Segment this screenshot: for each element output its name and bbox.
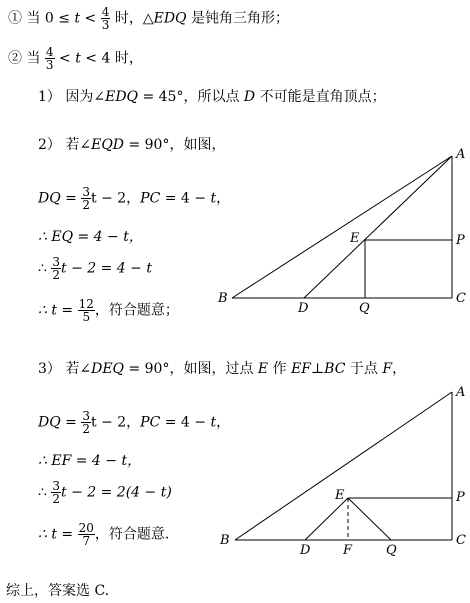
fraction: $\frac{3}{2}$ [82, 185, 90, 212]
label-c: C [456, 533, 466, 548]
segment-eq [348, 498, 391, 540]
fraction: $\frac{20}{7}$ [78, 521, 94, 548]
sub-2-line-1: DQ = $\frac{3}{2}$ t − 2，PC = 4 − t， [38, 185, 231, 212]
conclusion: 综上，答案选 C. [6, 583, 110, 599]
sub-3-title: 3） 若∠DEQ = 90°，如图，过点 E 作 EF⊥BC 于点 F， [38, 361, 407, 377]
fraction: $\frac{3}{2}$ [52, 255, 60, 282]
sub-3-line-4: ∴ t = $\frac{20}{7}$ ，符合题意. [38, 521, 170, 548]
fraction: $\frac{4}{3}$ [45, 45, 54, 72]
label-e: E [335, 488, 345, 503]
label-b: B [220, 533, 230, 548]
sub-3-line-3: ∴ $\frac{3}{2}$ t − 2 = 2(4 − t) [38, 479, 172, 506]
sub-3-line-2: ∴ EF = 4 − t， [38, 453, 142, 469]
fraction: $\frac{3}{2}$ [82, 409, 90, 436]
label-f: F [343, 543, 353, 558]
label-q: Q [386, 543, 397, 558]
segment-de [305, 498, 348, 540]
label-c: C [456, 291, 466, 306]
label-a: A [456, 147, 466, 162]
label-a: A [456, 385, 466, 400]
label-d: D [298, 301, 309, 316]
case-1-line: ① 当 0 ≤ t < $\frac{4}{3}$ 时，△EDQ 是钝角三角形； [8, 5, 289, 32]
sub-2-title: 2） 若∠EQD = 90°，如图， [38, 137, 226, 153]
segment-ba [235, 392, 452, 540]
case-2-line: ② 当 $\frac{4}{3}$ < t < 4 时， [8, 45, 143, 72]
label-e: E [350, 231, 360, 246]
fraction: $\frac{12}{5}$ [78, 297, 94, 324]
label-p: P [456, 233, 465, 248]
sub-2-line-4: ∴ t = $\frac{12}{5}$ ，符合题意； [38, 297, 179, 324]
case-2-marker: ② [8, 50, 22, 67]
sub-2-line-3: ∴ $\frac{3}{2}$ t − 2 = 4 − t [38, 255, 152, 282]
label-q: Q [359, 301, 370, 316]
sub-3-line-1: DQ = $\frac{3}{2}$ t − 2，PC = 4 − t， [38, 409, 231, 436]
sub-2-line-2: ∴ EQ = 4 − t， [38, 229, 143, 245]
fraction: $\frac{4}{3}$ [101, 5, 110, 32]
fraction: $\frac{3}{2}$ [52, 479, 60, 506]
label-p: P [456, 490, 465, 505]
label-b: B [218, 291, 228, 306]
label-d: D [300, 543, 311, 558]
sub-1-line: 1） 因为∠EDQ = 45°，所以点 D 不可能是直角顶点； [38, 89, 386, 105]
case-1-marker: ① [8, 10, 22, 27]
